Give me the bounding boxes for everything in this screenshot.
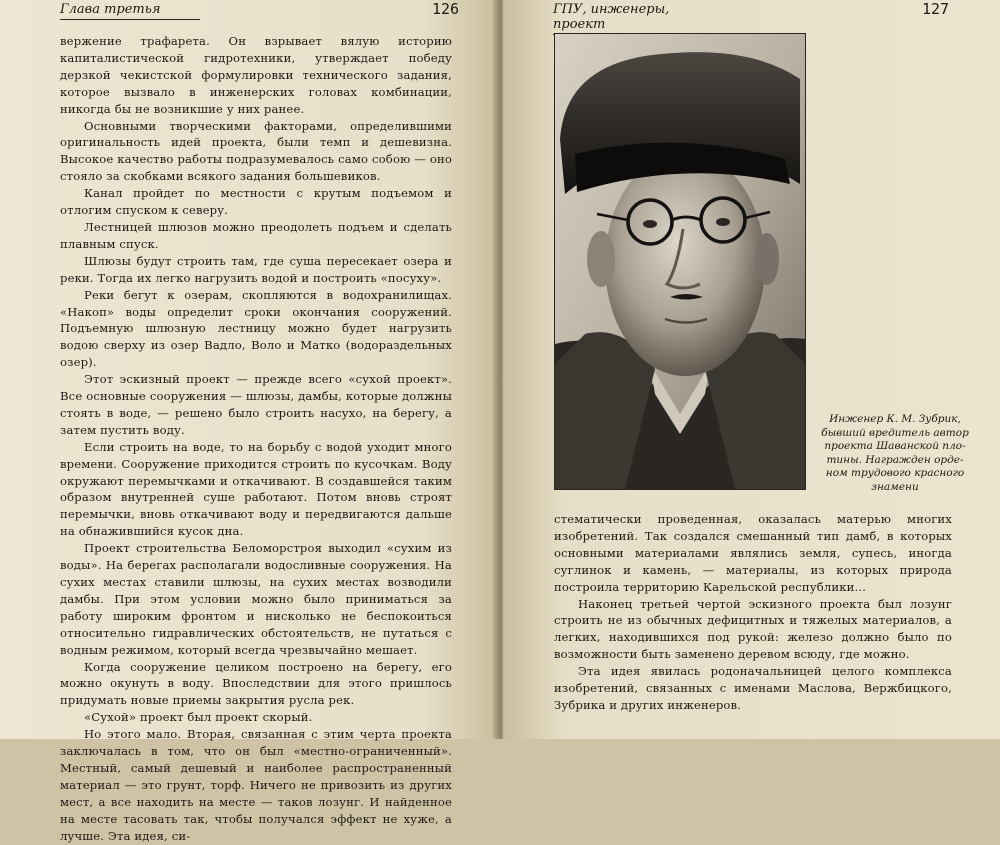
paragraph: Шлюзы будут строить там, где суша пересекает озера и реки. Тогда их легко нагрузить водой и построить «посуху».	[60, 253, 452, 285]
paragraph: «Сухой» проект был проект скорый.	[84, 710, 313, 725]
paragraph: Если строить на воде, то на борьбу с водой уходит много времени. Сооружение приходится строить по кусочкам. Воду окружают перемычками и откачивают. В создавшейся таким образом внутренней суше работают. Потом вновь строят перемычки, вновь откачивают воду и передвигаются дальше на обнажившийся кусок дна.	[60, 439, 452, 539]
photo-caption	[815, 413, 975, 495]
caption-line: тины. Награжден орде-	[826, 453, 964, 466]
paragraph: Канал пройдет по местности с крутым подъемом и отлогим спуском к северу.	[60, 186, 452, 218]
page-number-left: 126	[432, 0, 460, 18]
paragraph: Проект строительства Беломорстроя выходил «сухим из воды». На берегах располагали водосливные сооружения. На сухих местах ставили шлюзы, на сухих местах возводили дамбы. При этом условии можно было приниматься за работу широким фронтом и нисколько не беспокоиться относительно гидравлических обстоятельств, не путаться с водным режимом, который всегда чрезвычайно мешает.	[60, 541, 452, 657]
right-page	[503, 0, 1000, 739]
paragraph: стематически проведенная, оказалась матерью многих изобретений. Так создался смешанный тип дамб, в которых основными материалами являлись земля, супесь, иногда суглинок и камень, — материалы, из которых природа построила территорию Карельской республики...	[554, 512, 952, 594]
paragraph: Но этого мало. Вторая, связанная с этим черта проекта заключалась в том, что он был «местно-ограниченный». Местный, самый дешевый и наиболее распространенный материал — это грунт, торф. Ничего не привозить из других мест, а все находить на месте — таков лозунг. И найденное на месте тасовать так, чтобы получался эффект не хуже, а лучше. Эта идея, си-	[60, 727, 452, 843]
paragraph: Когда сооружение целиком построено на берегу, его можно окунуть в воду. Впоследствии для этого пришлось придумать новые приемы закрытия русла рек.	[60, 659, 452, 708]
paragraph: Основными творческими факторами, определившими оригинальность идей проекта, были темп и дешевизна. Высокое качество работы подразумевалось само собою — оно стояло за скобками всякого задания большевиков.	[60, 118, 452, 184]
caption-line: Инженер К. М. Зубрик,	[829, 413, 961, 425]
running-head-right: ГПУ, инженеры, проект	[553, 2, 708, 35]
paragraph: Эта идея явилась родоначальницей целого комплекса изобретений, связанных с именами Маслова, Вержбицкого, Зубрика и других инженеров.	[554, 664, 952, 712]
paragraph: Наконец третьей чертой эскизного проекта был лозунг строить не из обычных дефицитных и тяжелых материалов, а легких, находившихся под рукой: железо должно было по возможности быть заменено деревом всюду, где можно.	[554, 596, 952, 662]
page-number-right: 127	[922, 0, 950, 18]
caption-line: проекта Шаванской пло-	[824, 440, 966, 453]
running-head-left: Глава третья	[60, 2, 200, 20]
portrait-photo	[554, 33, 806, 490]
caption-line: знамени	[871, 480, 919, 493]
caption-line: бывший вредитель автор	[821, 426, 969, 439]
paragraph: Лестницей шлюзов можно преодолеть подъем и сделать плавным спуск.	[60, 219, 452, 251]
paragraph: вержение трафарета. Он взрывает вялую историю капиталистической гидротехники, утверждает победу дерзкой чекистской формулировки технического задания, которое вызвало в инженерских головах комбинации, никогда бы не возникшие у них ранее.	[60, 34, 452, 116]
paragraph: Реки бегут к озерам, скопляются в водохранилищах. «Накоп» воды определит сроки окончания сооружений. Подъемную шлюзную лестницу можно будет нагрузить водою сверху из озер Вадло, Воло и Матко (водораздельных озер).	[60, 287, 452, 370]
right-page-body	[554, 511, 952, 714]
caption-line: ном трудового красного	[825, 467, 965, 480]
left-page	[0, 0, 497, 843]
paragraph: Этот эскизный проект — прежде всего «сухой проект». Все основные сооружения — шлюзы, дамбы, которые должны стоять в воде, — решено было строить насухо, на берегу, а затем пустить воду.	[60, 372, 452, 437]
left-page-body	[60, 33, 452, 845]
